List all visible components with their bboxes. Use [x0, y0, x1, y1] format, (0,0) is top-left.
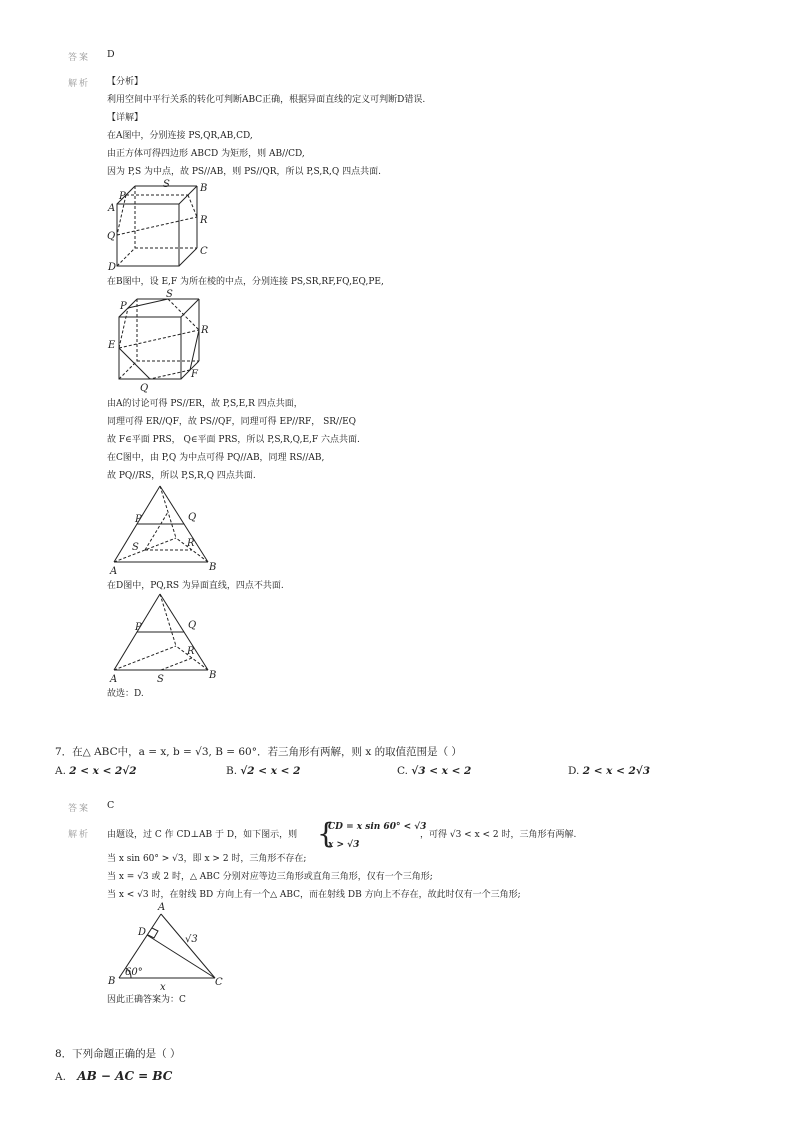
option-d[interactable]: D. 2 < x < 2√3: [568, 765, 651, 777]
vertex-label: Q: [188, 620, 197, 631]
vertex-label: A: [110, 674, 118, 685]
vertex-label: E: [108, 340, 116, 351]
analysis-line: 同理可得 ER//QF，故 PS//QF，同理可得 EP//RF， SR//EQ: [107, 417, 357, 427]
question-8-stem: 8．下列命题正确的是（ ）: [55, 1048, 181, 1060]
vertex-label: Q: [107, 231, 116, 242]
vector-equation: AB − AC = BC: [77, 1069, 173, 1083]
analysis-line: 在D图中，PQ,RS 为异面直线，四点不共面.: [107, 581, 284, 591]
answer-label: 答案: [68, 53, 91, 63]
vertex-label: R: [200, 215, 208, 226]
analysis-line: 由题设，过 C 作 CD⊥AB 于 D，如下图示，则: [107, 830, 298, 840]
vertex-label: B: [108, 976, 116, 987]
system-line: CD = x sin 60° < √3: [328, 822, 427, 832]
vertex-label: P: [119, 191, 126, 202]
cube-figure-b: [105, 289, 215, 394]
analysis-line: 当 x < √3 时，在射线 BD 方向上有一个△ ABC，而在射线 DB 方向上不存在，故此时仅有一个三角形;: [107, 890, 521, 900]
vertex-label: S: [163, 179, 170, 190]
analysis-line: 由A的讨论可得 PS//ER，故 P,S,E,R 四点共面，: [107, 399, 303, 409]
answer-label: 答案: [68, 804, 91, 814]
vertex-label: C: [200, 246, 208, 257]
analysis-line: 由正方体可得四边形 ABCD 为矩形，则 AB//CD,: [107, 149, 305, 159]
analysis-label: 解析: [68, 830, 91, 840]
vertex-label: R: [201, 325, 209, 336]
analysis-line: 在B图中，设 E,F 为所在棱的中点，分别连接 PS,SR,RF,FQ,EQ,PE,: [107, 277, 384, 287]
analysis-line: 当 x sin 60° > √3，即 x > 2 时，三角形不存在;: [107, 854, 307, 864]
vertex-label: Q: [140, 383, 149, 394]
vertex-label: B: [200, 183, 208, 194]
vertex-label: C: [215, 977, 223, 988]
vertex-label: F: [191, 369, 198, 380]
vertex-label: A: [110, 566, 118, 575]
answer-value: D: [107, 49, 115, 60]
vertex-label: B: [209, 562, 217, 573]
option-a[interactable]: A. AB − AC = BC: [55, 1069, 173, 1083]
vertex-label: S: [132, 542, 139, 553]
system-line: x > √3: [328, 840, 360, 850]
vertex-label: D: [138, 927, 147, 938]
pyramid-figure-c: [108, 480, 218, 575]
option-b[interactable]: B. √2 < x < 2: [226, 765, 301, 777]
analysis-line: 因此正确答案为：C: [107, 995, 186, 1005]
analysis-line: 当 x = √3 或 2 时，△ ABC 分别对应等边三角形或直角三角形，仅有一个三角形;: [107, 872, 433, 882]
vertex-label: R: [187, 538, 195, 549]
analysis-line: 故 PQ//RS，所以 P,S,R,Q 四点共面.: [107, 471, 256, 481]
vertex-label: Q: [188, 512, 197, 523]
side-label: x: [160, 982, 166, 993]
analysis-label: 解析: [68, 79, 91, 89]
vertex-label: A: [158, 902, 166, 913]
analysis-line: 【分析】: [107, 77, 144, 87]
vertex-label: P: [135, 622, 142, 633]
vertex-label: R: [187, 646, 195, 657]
pyramid-figure-d: [108, 590, 218, 685]
vertex-label: S: [166, 289, 173, 300]
analysis-line: 利用空间中平行关系的转化可判断ABC正确，根据异面直线的定义可判断D错误.: [107, 95, 426, 105]
analysis-line: 在A图中，分别连接 PS,QR,AB,CD,: [107, 131, 253, 141]
vertex-label: A: [108, 203, 116, 214]
angle-label: 60°: [125, 967, 143, 978]
side-label: √3: [185, 934, 198, 945]
option-a[interactable]: A. 2 < x < 2√2: [55, 765, 137, 777]
answer-value: C: [107, 800, 115, 811]
option-c[interactable]: C. √3 < x < 2: [397, 765, 472, 777]
question-7-stem: 7．在△ ABC中，a = x, b = √3, B = 60°．若三角形有两解，则 x 的取值范围是（ ）: [55, 746, 462, 758]
analysis-line: 在C图中，由 P,Q 为中点可得 PQ//AB，同理 RS//AB,: [107, 453, 325, 463]
triangle-figure: [105, 898, 235, 993]
analysis-line: 【详解】: [107, 113, 144, 123]
analysis-line: 故选：D.: [107, 689, 144, 699]
vertex-label: D: [108, 262, 117, 273]
vertex-label: S: [157, 674, 164, 685]
analysis-line: 故 F∈平面 PRS， Q∈平面 PRS，所以 P,S,R,Q,E,F 六点共面.: [107, 435, 360, 445]
analysis-line: ，可得 √3 < x < 2 时，三角形有两解.: [420, 830, 577, 840]
vertex-label: B: [209, 670, 217, 681]
vertex-label: P: [120, 301, 127, 312]
analysis-line: 因为 P,S 为中点，故 PS//AB，则 PS//QR，所以 P,S,R,Q 四点共面.: [107, 167, 381, 177]
system-brace: {: [317, 817, 335, 850]
vertex-label: P: [135, 514, 142, 525]
cube-figure-a: [105, 178, 215, 273]
